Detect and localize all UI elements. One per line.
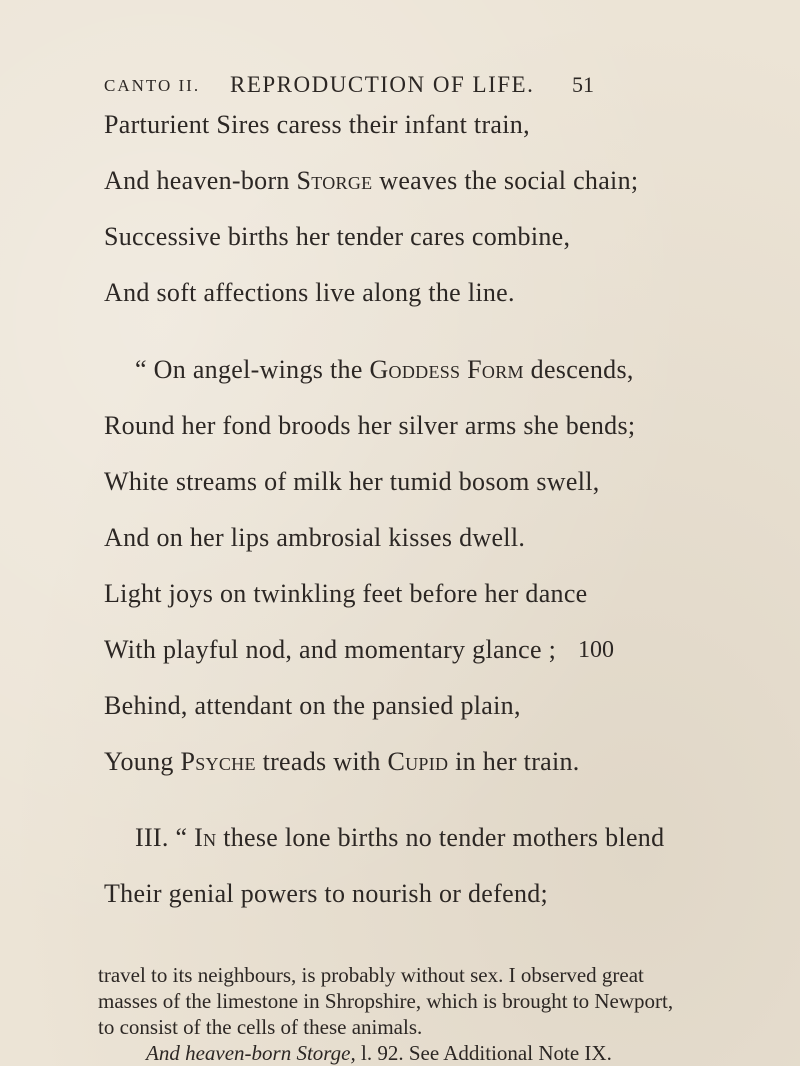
footnote-ref-italic: And heaven-born Storge, <box>146 1041 356 1065</box>
verse-text: Young <box>104 747 181 776</box>
psyche-name: Psyche <box>180 747 256 776</box>
verse-line <box>104 166 638 196</box>
footnote-line: travel to its neighbours, is probably without sex. I observed great <box>98 963 644 987</box>
in-word: In <box>194 823 217 852</box>
page-number: 51 <box>572 72 594 97</box>
form-name: Form <box>467 355 524 384</box>
canto-label: CANTO II. <box>104 76 201 95</box>
verse-text: weaves the social chain; <box>372 166 639 195</box>
verse-line: Round her fond broods her silver arms she bends; <box>104 411 636 440</box>
verse-text: III. “ <box>135 823 195 852</box>
footnote-line: to consist of the cells of these animals. <box>98 1015 423 1039</box>
verse-text: these lone births no tender mothers blend <box>216 823 665 852</box>
verse-text: treads with <box>255 747 388 776</box>
verse-line: Parturient Sires caress their infant train, <box>104 110 530 139</box>
verse-text: “ On angel-wings the <box>135 355 370 384</box>
verse-line <box>135 823 664 853</box>
verse-line: Light joys on twinkling feet before her dance <box>104 579 588 608</box>
verse-line <box>135 355 634 385</box>
goddess-name: Goddess <box>369 355 461 384</box>
verse-line: White streams of milk her tumid bosom swell, <box>104 467 600 496</box>
footnote-ref-text: l. 92. See Additional Note IX. <box>355 1041 612 1065</box>
line-number: 100 <box>578 637 614 663</box>
verse-line: Their genial powers to nourish or defend; <box>104 879 549 908</box>
verse-line: Behind, attendant on the pansied plain, <box>104 691 521 720</box>
footnote-line: masses of the limestone in Shropshire, which is brought to Newport, <box>98 989 674 1013</box>
cupid-name: Cupid <box>387 747 449 776</box>
storge-name: Storge <box>296 166 373 195</box>
verse-text: descends, <box>523 355 634 384</box>
verse-line: With playful nod, and momentary glance ; <box>104 635 557 664</box>
verse-line: Successive births her tender cares combine, <box>104 222 571 251</box>
verse-text: And heaven-born <box>104 166 297 195</box>
footnote-reference <box>146 1040 691 1066</box>
verse-line: And soft affections live along the line. <box>104 278 515 307</box>
running-header <box>104 72 664 102</box>
page-title: REPRODUCTION OF LIFE. <box>230 72 535 97</box>
verse-line: And on her lips ambrosial kisses dwell. <box>104 523 526 552</box>
verse-text: in her train. <box>448 747 580 776</box>
verse-line <box>104 747 580 777</box>
